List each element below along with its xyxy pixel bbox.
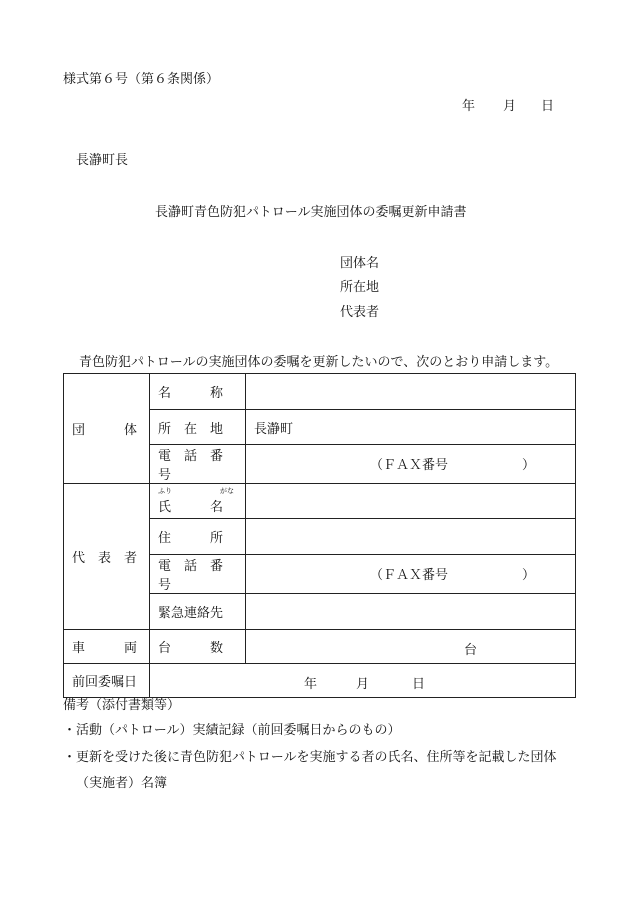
notes-item-2-line-1: ・更新を受けた後に青色防犯パトロールを実施する者の氏名、住所等を記載した団体 [63,750,557,765]
notes-item-2-line-2: （実施者）名簿 [76,776,168,791]
rep-address-label-cell: 住 所 [150,519,246,555]
rep-name-label: 氏 名 [158,499,224,515]
rep-fax-label: （ＦＡＸ番号 [370,568,449,583]
org-fax-label: （ＦＡＸ番号 [370,458,449,473]
date-month: 月 [503,99,517,114]
rep-phone-label-cell: 電 話 番 号 [150,555,246,594]
org-name-label-cell: 名 称 [150,374,246,410]
representative-label: 代表者 [340,305,380,320]
emergency-contact-value[interactable] [246,594,576,630]
org-name-value[interactable] [246,374,576,410]
group-vehicle-cell: 車 両 [64,630,150,664]
group-org-cell [64,374,150,484]
rep-name-label-cell [150,484,246,519]
vehicle-unit: 台 [464,643,478,658]
vehicle-count-value[interactable] [246,630,576,664]
addressee: 長瀞町長 [76,153,129,168]
date-year: 年 [462,99,476,114]
notes-heading: 備考（添付書類等） [63,698,181,713]
group-rep-cell: 代 表 者 [64,484,150,630]
rep-phone-value[interactable] [246,555,576,594]
group-org-label: 団 体 [72,423,138,438]
furigana-2: がな [220,487,234,495]
form-number: 様式第６号（第６条関係） [63,72,220,87]
prev-date-month: 月 [356,677,370,692]
org-address-label: 所在地 [340,280,380,295]
org-address-label-cell: 所 在 地 [150,410,246,445]
rep-fax-close: ） [522,568,536,583]
org-address-value[interactable]: 長瀞町 [246,410,576,445]
application-table [63,373,576,698]
date-day: 日 [541,99,555,114]
vehicle-count-label-cell: 台 数 [150,630,246,664]
emergency-contact-label-cell: 緊急連絡先 [150,594,246,630]
rep-address-value[interactable] [246,519,576,555]
document-title: 長瀞町青色防犯パトロール実施団体の委嘱更新申請書 [155,205,467,220]
prev-date-value[interactable] [150,664,576,698]
notes-item-1: ・活動（パトロール）実績記録（前回委嘱日からのもの） [63,723,401,738]
org-fax-close: ） [522,458,536,473]
prev-date-label-cell: 前回委嘱日 [64,664,150,698]
intro-text: 青色防犯パトロールの実施団体の委嘱を更新したいので、次のとおり申請します。 [79,355,559,370]
org-phone-label-cell: 電 話 番 号 [150,445,246,484]
prev-date-day: 日 [412,677,426,692]
org-name-label: 団体名 [340,256,380,271]
furigana-1: ふり [158,487,172,495]
rep-name-value[interactable] [246,484,576,519]
prev-date-year: 年 [304,677,318,692]
org-phone-value[interactable] [246,445,576,484]
